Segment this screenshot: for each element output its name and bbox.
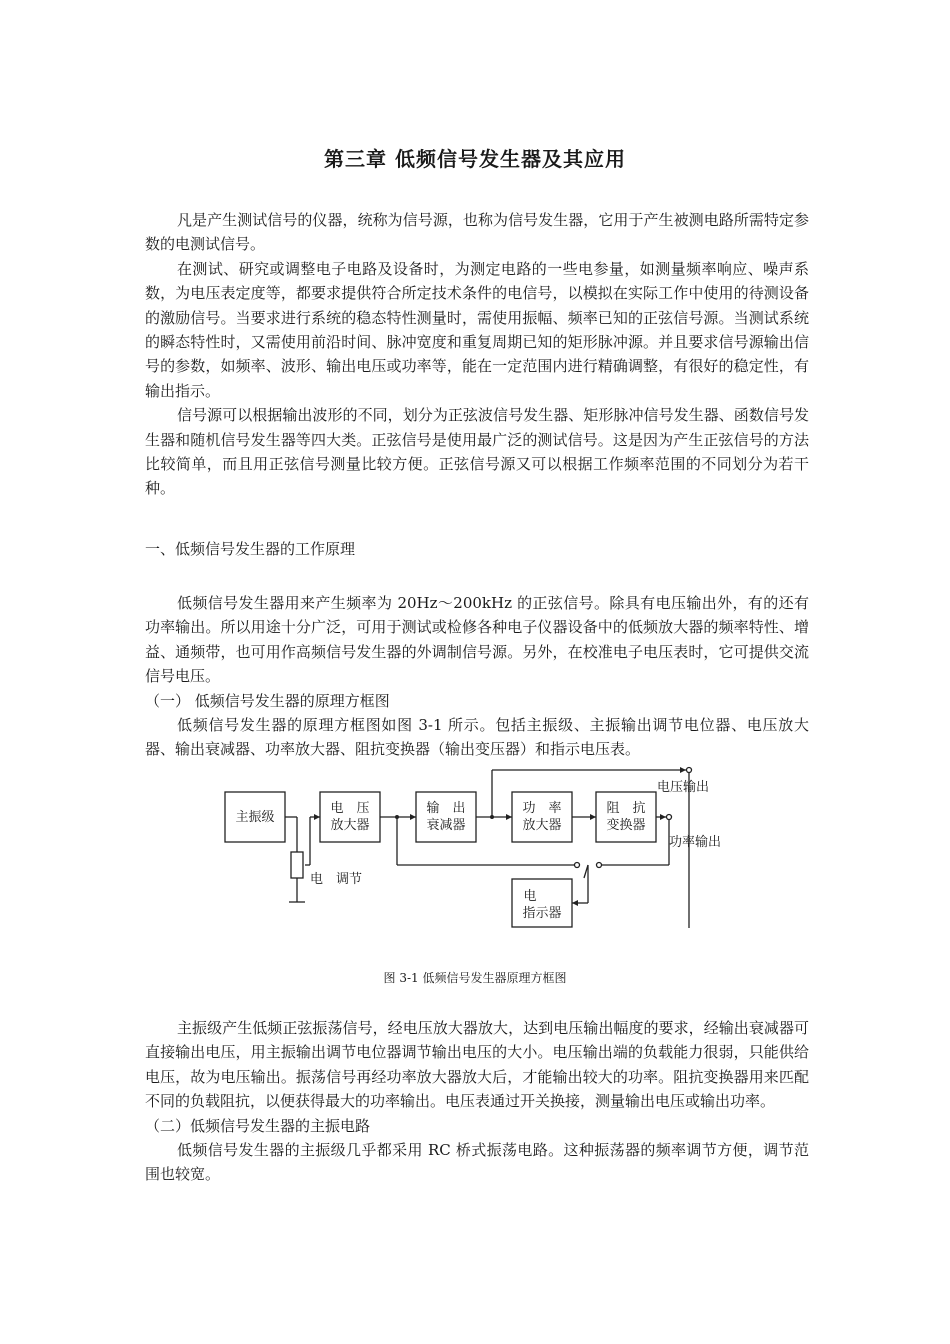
block-label-volt-amp-2: 放大器 bbox=[330, 818, 370, 833]
section2-paragraph-1: 主振级产生低频正弦振荡信号，经电压放大器放大，达到电压输出幅度的要求，经输出衰减器可直接输出电压，用主振输出调节电位器调节输出电压的大小。电压输出端的负载能力很弱，只能供给电压，故为电压输出。振荡信号再经功率放大器放大后，才能输出较大的功率。阻抗变换器用来匹配不同的负载阻抗，以便获得最大的功率输出。电压表通过开关换接，测量输出电压或输出功率。 bbox=[145, 1019, 809, 1111]
intro-paragraph-2: 在测试、研究或调整电子电路及设备时，为测定电路的一些电参量，如测量频率响应、噪声系数，为电压表定度等，都要求提供符合所定技术条件的电信号，以模拟在实际工作中使用的待测设备的激励信号。当要求进行系统的稳态特性测量时，需使用振幅、频率已知的正弦信号源。当测试系统的瞬态特性时，又需使用前沿时间、脉冲宽度和重复周期已知的矩形脉冲源。并且要求信号源输出信号的参数，如频率、波形、输出电压或功率等，能在一定范围内进行精确调整，有很好的稳定性，有输出指示。 bbox=[145, 259, 809, 400]
block-label-indicator-2: 指示器 bbox=[522, 906, 562, 921]
section2-body bbox=[145, 1016, 809, 1187]
block-label-impedance-1: 阻 抗 bbox=[606, 801, 646, 816]
chapter-title: 第三章 低频信号发生器及其应用 bbox=[324, 147, 626, 171]
intro-paragraph-3: 信号源可以根据输出波形的不同，划分为正弦波信号发生器、矩形脉冲信号发生器、函数信号发生器和随机信号发生器等四大类。正弦信号是使用最广泛的测试信号。这是因为产生正弦信号的方法比较简单，而且用正弦信号测量比较方便。正弦信号源又可以根据工作频率范围的不同划分为若干种。 bbox=[145, 406, 809, 498]
block-label-power-amp-1: 功 率 bbox=[522, 801, 562, 816]
subsection-heading-2: （二）低频信号发生器的主振电路 bbox=[145, 1116, 371, 1135]
intro-paragraph-1: 凡是产生测试信号的仪器，统称为信号源，也称为信号发生器，它用于产生被测电路所需特定参数的电测试信号。 bbox=[145, 211, 809, 254]
block-label-volt-amp-1: 电 压 bbox=[330, 801, 370, 816]
section-heading-1: 一、低频信号发生器的工作原理 bbox=[145, 540, 356, 558]
potentiometer-label: 电 调节 bbox=[310, 872, 363, 887]
section1-body bbox=[145, 591, 809, 762]
block-label-indicator-1: 电 bbox=[523, 889, 537, 904]
block-label-impedance-2: 变换器 bbox=[606, 818, 646, 833]
voltage-output-label: 电压输出 bbox=[657, 780, 710, 795]
intro-section bbox=[145, 208, 809, 501]
block-diagram bbox=[220, 762, 740, 934]
block-label-power-amp-2: 放大器 bbox=[522, 818, 562, 833]
section1-paragraph-1: 低频信号发生器用来产生频率为 20Hz～200kHz 的正弦信号。除具有电压输出外，有的还有功率输出。所以用途十分广泛，可用于测试或检修各种电子仪器设备中的低频放大器的频率特性、增益、通频带，也可用作高频信号发生器的外调制信号源。另外，在校准电子电压表时，它可提供交流信号电压。 bbox=[145, 594, 809, 686]
section2-paragraph-2: 低频信号发生器的主振级几乎都采用 RC 桥式振荡电路。这种振荡器的频率调节方便，调节范围也较宽。 bbox=[145, 1141, 809, 1184]
section1-paragraph-2: 低频信号发生器的原理方框图如图 3-1 所示。包括主振级、主振输出调节电位器、电压放大器、输出衰减器、功率放大器、阻抗变换器（输出变压器）和指示电压表。 bbox=[145, 716, 809, 759]
power-output-label: 功率输出 bbox=[669, 835, 722, 850]
figure-caption: 图 3-1 低频信号发生器原理方框图 bbox=[383, 971, 567, 985]
block-label-main-osc: 主振级 bbox=[235, 810, 275, 825]
block-label-attenuator-1: 输 出 bbox=[426, 801, 466, 816]
block-label-attenuator-2: 衰减器 bbox=[426, 818, 466, 833]
subsection-heading-1: （一） 低频信号发生器的原理方框图 bbox=[145, 691, 390, 710]
